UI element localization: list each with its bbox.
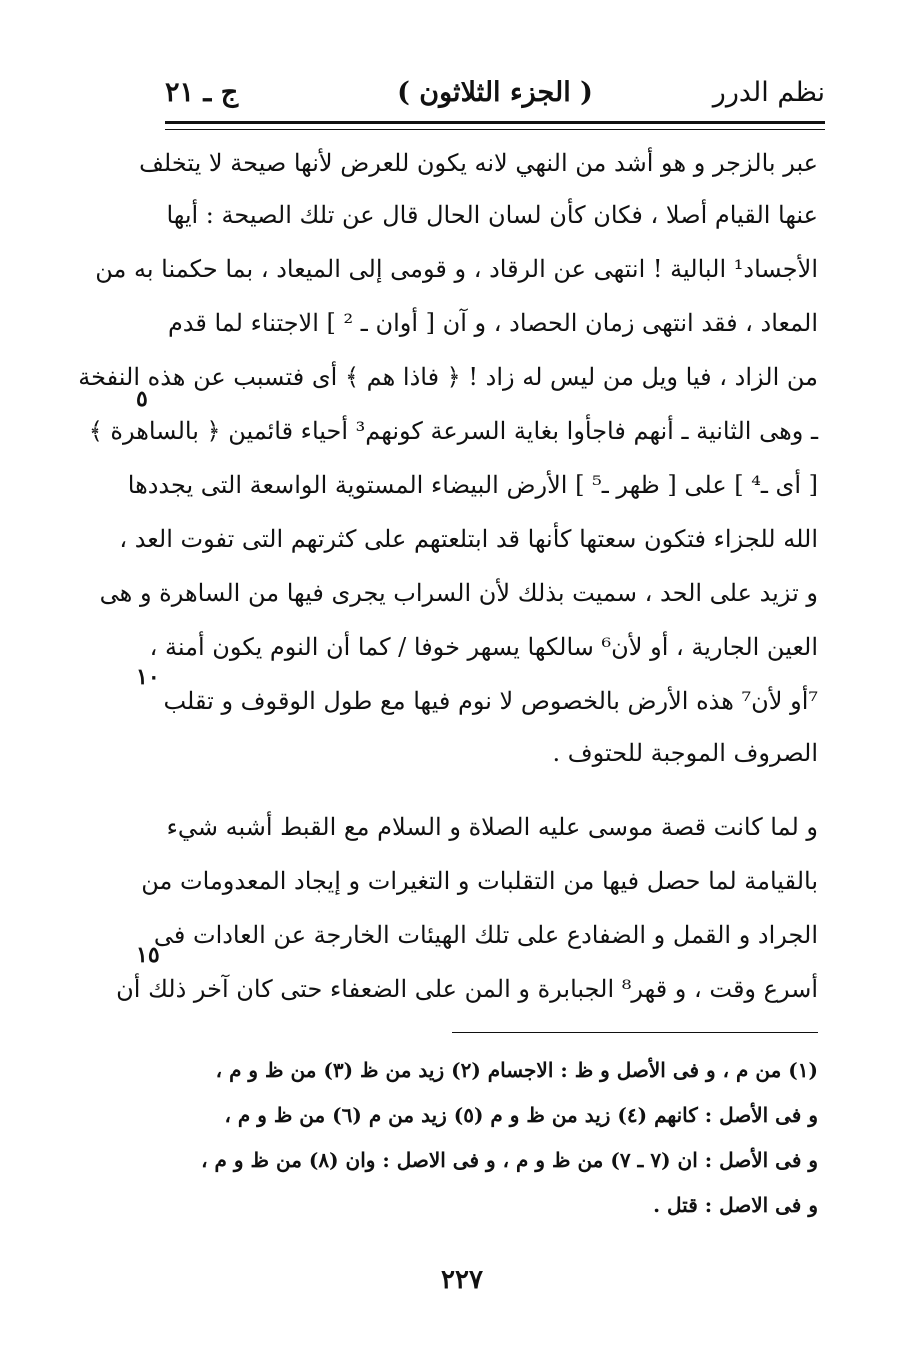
page-header	[165, 72, 825, 116]
body-line: [ أى ـ⁴ ] على [ ظهر ـ⁵ ] الأرض البيضاء المستوية الواسعة التى يجددها	[127, 471, 818, 499]
body-line: و لما كانت قصة موسى عليه الصلاة و السلام مع القبط أشبه شيء	[166, 813, 818, 841]
footnote-line: (١) من م ، و فى الأصل و ظ : الاجسام (٢) زيد من ظ (٣) من ظ و م ،	[215, 1058, 818, 1082]
body-line: ـ وهى الثانية ـ أنهم فاجأوا بغاية السرعة كونهم³ أحياء قائمين ﴿ بالساهرة ﴾	[88, 417, 818, 445]
running-title: نظم الدرر	[712, 77, 825, 108]
body-line: الصروف الموجبة للحتوف .	[552, 739, 818, 767]
body-line: الله للجزاء فتكون سعتها كأنها قد ابتلعتهم على كثرتهم التى تفوت العد ،	[119, 525, 818, 553]
body-line: أسرع وقت ، و قهر⁸ الجبابرة و المن على الضعفاء حتى كان آخر ذلك أن	[116, 975, 818, 1003]
body-line: الجراد و القمل و الضفادع على تلك الهيئات الخارجة عن العادات فى	[153, 921, 818, 949]
body-line: عبر بالزجر و هو أشد من النهي لانه يكون للعرض لأنها صيحة لا يتخلف	[139, 149, 818, 177]
body-line: عنها القيام أصلا ، فكان كأن لسان الحال قال عن تلك الصيحة : أيها	[166, 201, 818, 229]
line-number-marker: ٥	[136, 386, 148, 412]
body-line: الأجساد¹ البالية ! انتهى عن الرقاد ، و قومى إلى الميعاد ، بما حكمنا به من	[95, 255, 818, 283]
body-line: بالقيامة لما حصل فيها من التقلبات و التغيرات و إيجاد المعدومات من	[141, 867, 818, 895]
body-line: العين الجارية ، أو لأن⁶ سالكها يسهر خوفا / كما أن النوم يكون أمنة ،	[149, 633, 818, 661]
header-rule-thin	[165, 129, 825, 130]
line-number-marker: ١٥	[136, 942, 160, 968]
line-number-marker: ١٠	[136, 664, 160, 690]
body-line: و تزيد على الحد ، سميت بذلك لأن السراب يجرى فيها من الساهرة و هى	[99, 579, 818, 607]
header-rule-thick	[165, 121, 825, 124]
footnote-line: و فى الاصل : قتل .	[653, 1193, 818, 1217]
footnote-rule	[452, 1032, 818, 1033]
body-line: ⁷أو لأن⁷ هذه الأرض بالخصوص لا نوم فيها مع طول الوقوف و تقلب	[163, 687, 818, 715]
body-line: المعاد ، فقد انتهى زمان الحصاد ، و آن [ أوان ـ ² ] الاجتناء لما قدم	[167, 309, 818, 337]
body-line: من الزاد ، فيا ويل من ليس له زاد ! ﴿ فاذا هم ﴾ أى فتسبب عن هذه النفخة	[78, 363, 818, 391]
part-title: ( الجزء الثلاثون )	[397, 77, 593, 108]
page-number: ٢٢٧	[441, 1265, 483, 1295]
footnote-line: و فى الأصل : كانهم (٤) زيد من ظ و م (٥) زيد من م (٦) من ظ و م ،	[224, 1103, 818, 1127]
volume-reference: ج ـ ٢١	[165, 77, 239, 108]
footnote-line: و فى الأصل : ان (٧ ـ ٧) من ظ و م ، و فى الاصل : وان (٨) من ظ و م ،	[201, 1148, 818, 1172]
